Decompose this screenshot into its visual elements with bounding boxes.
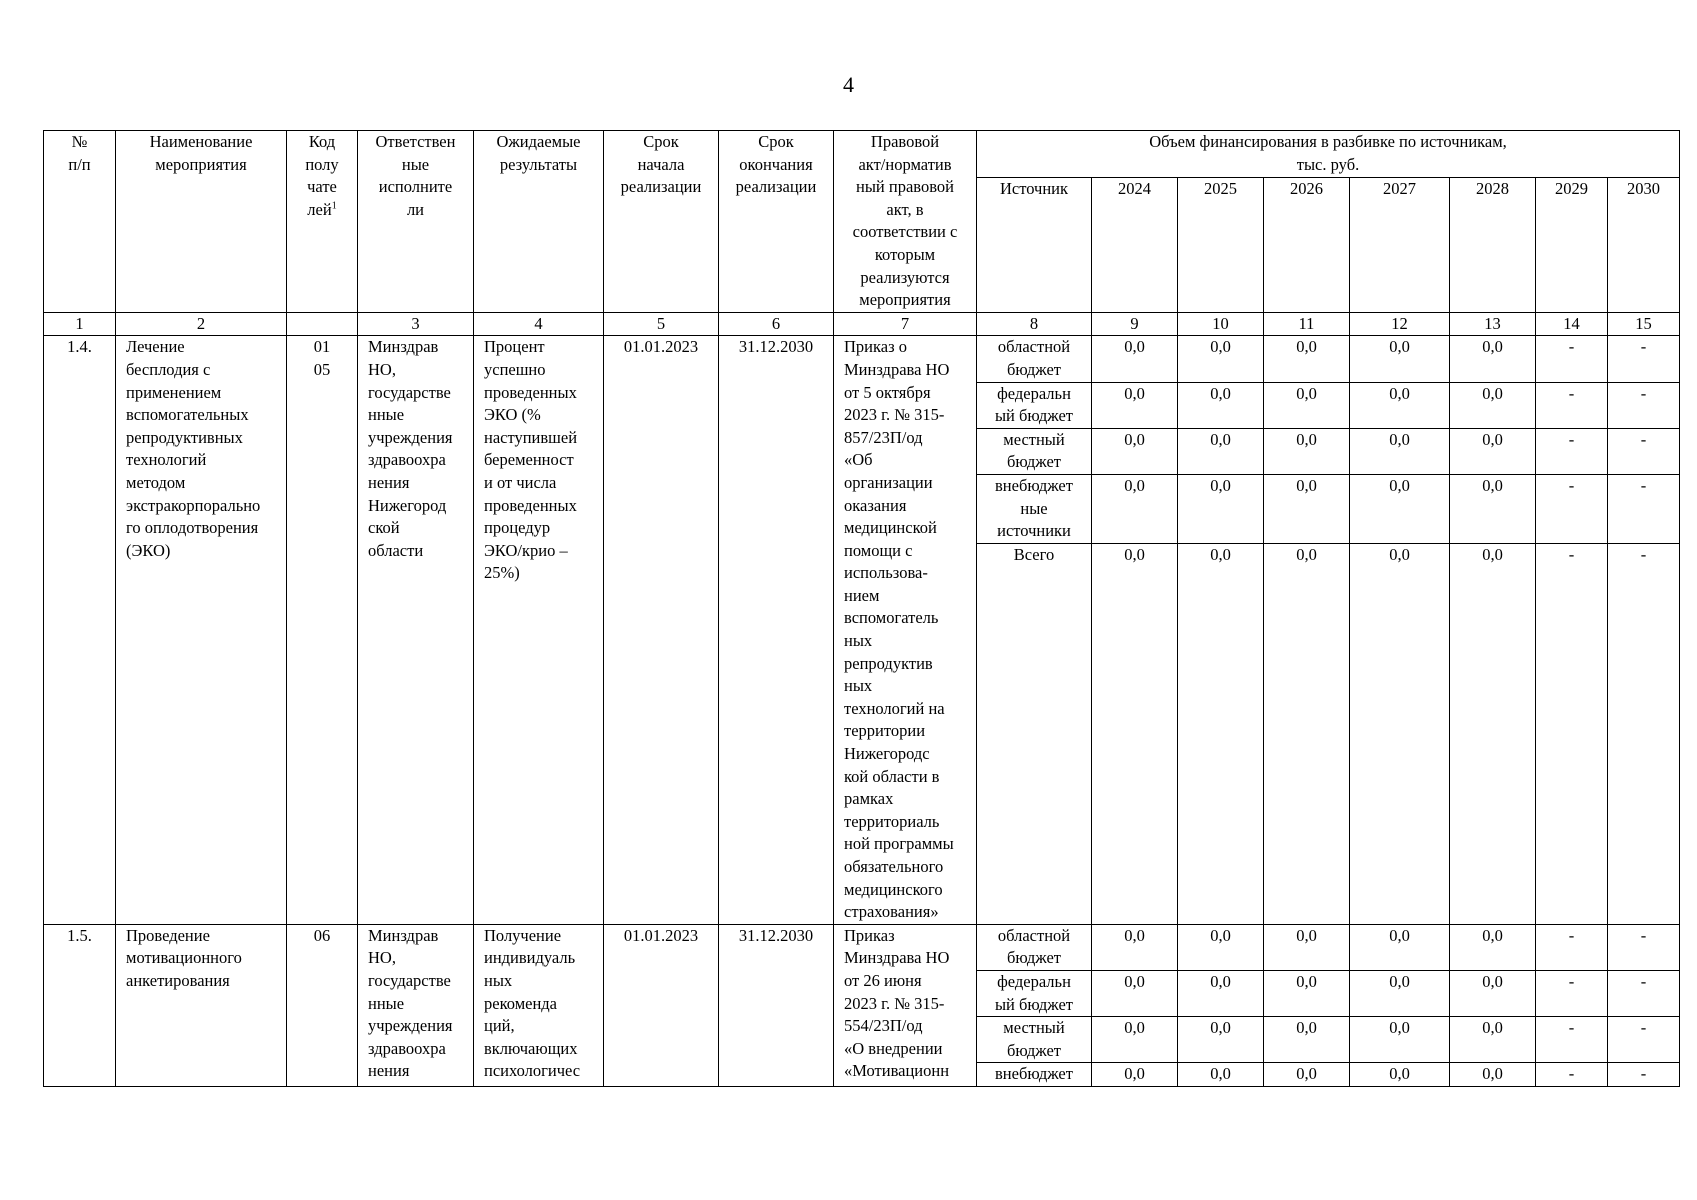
value-cell: - (1536, 474, 1608, 543)
column-number: 14 (1536, 312, 1608, 336)
value-cell: 0,0 (1450, 1063, 1536, 1087)
value-cell: - (1608, 924, 1680, 970)
value-cell: 0,0 (1450, 970, 1536, 1016)
value-cell: - (1536, 382, 1608, 428)
value-cell: - (1608, 543, 1680, 924)
row-act: Приказ о Минздрава НО от 5 октября 2023 г. № 315- 857/23П/од «Об организации оказания медицинской помощи с использова- нием вспомогатель ных репродуктив ных технологий на территории Нижегородс кой области в рамках территориаль ной программы обязательного медицинского страхования» (834, 336, 977, 924)
value-cell: - (1536, 336, 1608, 382)
row-act: Приказ Минздрава НО от 26 июня 2023 г. № 315- 554/23П/од «О внедрении «Мотивационн (834, 924, 977, 1086)
value-cell: - (1536, 1063, 1608, 1087)
value-cell: 0,0 (1092, 1063, 1178, 1087)
row-number: 1.4. (44, 336, 116, 924)
row-responsible: Минздрав НО, государстве нные учреждения здравоохра нения Нижегород ской области (358, 336, 474, 924)
column-number-row (44, 312, 1680, 336)
column-number: 12 (1350, 312, 1450, 336)
source-name: областной бюджет (977, 336, 1092, 382)
source-name: внебюджет (977, 1063, 1092, 1087)
table-row (44, 336, 1680, 382)
value-cell: 0,0 (1092, 336, 1178, 382)
value-cell: 0,0 (1178, 970, 1264, 1016)
value-cell: 0,0 (1092, 543, 1178, 924)
value-cell: 0,0 (1450, 382, 1536, 428)
page-number: 4 (843, 72, 854, 97)
column-number: 1 (44, 312, 116, 336)
value-cell: 0,0 (1178, 924, 1264, 970)
value-cell: - (1608, 336, 1680, 382)
column-number: 3 (358, 312, 474, 336)
value-cell: 0,0 (1264, 970, 1350, 1016)
header-source: Источник (977, 177, 1092, 312)
value-cell: 0,0 (1264, 382, 1350, 428)
header-year: 2025 (1178, 177, 1264, 312)
value-cell: 0,0 (1450, 336, 1536, 382)
header-start: Срок начала реализации (604, 131, 719, 313)
value-cell: 0,0 (1264, 924, 1350, 970)
value-cell: - (1536, 924, 1608, 970)
header-number: № п/п (44, 131, 116, 313)
column-number: 5 (604, 312, 719, 336)
value-cell: 0,0 (1350, 382, 1450, 428)
value-cell: 0,0 (1092, 970, 1178, 1016)
value-cell: 0,0 (1264, 1017, 1350, 1063)
row-code: 01 05 (287, 336, 358, 924)
value-cell: 0,0 (1178, 1017, 1264, 1063)
row-results: Процент успешно проведенных ЭКО (% наступившей беременност и от числа проведенных процедур ЭКО/крио – 25%) (474, 336, 604, 924)
value-cell: 0,0 (1450, 474, 1536, 543)
row-end: 31.12.2030 (719, 336, 834, 924)
value-cell: 0,0 (1350, 1017, 1450, 1063)
row-number: 1.5. (44, 924, 116, 1086)
header-year: 2024 (1092, 177, 1178, 312)
header-code: Код полу чате лей$^1$ (287, 131, 358, 313)
row-start: 01.01.2023 (604, 336, 719, 924)
value-cell: 0,0 (1092, 428, 1178, 474)
value-cell: 0,0 (1450, 924, 1536, 970)
header-row-1 (44, 131, 1680, 178)
column-number: 2 (116, 312, 287, 336)
header-finance: Объем финансирования в разбивке по источникам, тыс. руб. (977, 131, 1680, 178)
value-cell: - (1608, 1063, 1680, 1087)
value-cell: 0,0 (1350, 1063, 1450, 1087)
source-name: внебюджет ные источники (977, 474, 1092, 543)
header-year: 2027 (1350, 177, 1450, 312)
value-cell: 0,0 (1264, 543, 1350, 924)
value-cell: 0,0 (1264, 428, 1350, 474)
value-cell: 0,0 (1092, 924, 1178, 970)
value-cell: - (1536, 1017, 1608, 1063)
value-cell: - (1608, 382, 1680, 428)
value-cell: 0,0 (1350, 336, 1450, 382)
financing-table (43, 130, 1680, 1087)
value-cell: 0,0 (1264, 474, 1350, 543)
value-cell: 0,0 (1450, 1017, 1536, 1063)
value-cell: - (1608, 474, 1680, 543)
header-name: Наименование мероприятия (116, 131, 287, 313)
row-name: Проведение мотивационного анкетирования (116, 924, 287, 1086)
value-cell: 0,0 (1178, 543, 1264, 924)
column-number: 8 (977, 312, 1092, 336)
value-cell: 0,0 (1178, 336, 1264, 382)
source-name: областной бюджет (977, 924, 1092, 970)
source-name: местный бюджет (977, 1017, 1092, 1063)
value-cell: 0,0 (1092, 1017, 1178, 1063)
row-code: 06 (287, 924, 358, 1086)
value-cell: 0,0 (1178, 474, 1264, 543)
column-number: 6 (719, 312, 834, 336)
value-cell: - (1536, 543, 1608, 924)
header-year: 2029 (1536, 177, 1608, 312)
value-cell: 0,0 (1178, 1063, 1264, 1087)
source-name: местный бюджет (977, 428, 1092, 474)
value-cell: - (1608, 970, 1680, 1016)
value-cell: 0,0 (1450, 428, 1536, 474)
value-cell: 0,0 (1178, 428, 1264, 474)
header-year: 2030 (1608, 177, 1680, 312)
header-end: Срок окончания реализации (719, 131, 834, 313)
row-start: 01.01.2023 (604, 924, 719, 1086)
value-cell: 0,0 (1350, 428, 1450, 474)
value-cell: - (1608, 1017, 1680, 1063)
header-results: Ожидаемые результаты (474, 131, 604, 313)
column-number: 11 (1264, 312, 1350, 336)
value-cell: 0,0 (1264, 1063, 1350, 1087)
source-name: Всего (977, 543, 1092, 924)
value-cell: - (1536, 428, 1608, 474)
column-number: 7 (834, 312, 977, 336)
value-cell: 0,0 (1450, 543, 1536, 924)
value-cell: - (1536, 970, 1608, 1016)
value-cell: 0,0 (1092, 474, 1178, 543)
value-cell: 0,0 (1350, 970, 1450, 1016)
value-cell: - (1608, 428, 1680, 474)
value-cell: 0,0 (1350, 474, 1450, 543)
header-responsible: Ответствен ные исполните ли (358, 131, 474, 313)
source-name: федеральн ый бюджет (977, 382, 1092, 428)
header-year: 2028 (1450, 177, 1536, 312)
header-year: 2026 (1264, 177, 1350, 312)
value-cell: 0,0 (1178, 382, 1264, 428)
value-cell: 0,0 (1092, 382, 1178, 428)
value-cell: 0,0 (1350, 543, 1450, 924)
footnote-marker: 1 (331, 200, 337, 212)
row-results: Получение индивидуаль ных рекоменда ций, включающих психологичес (474, 924, 604, 1086)
column-number: 10 (1178, 312, 1264, 336)
column-number: 15 (1608, 312, 1680, 336)
column-number: 13 (1450, 312, 1536, 336)
value-cell: 0,0 (1350, 924, 1450, 970)
column-number: 9 (1092, 312, 1178, 336)
row-end: 31.12.2030 (719, 924, 834, 1086)
header-act: Правовой акт/норматив ный правовой акт, в соответствии с которым реализуются мероприятия (834, 131, 977, 313)
column-number (287, 312, 358, 336)
column-number: 4 (474, 312, 604, 336)
row-responsible: Минздрав НО, государстве нные учреждения здравоохра нения (358, 924, 474, 1086)
source-name: федеральн ый бюджет (977, 970, 1092, 1016)
table-row (44, 924, 1680, 970)
value-cell: 0,0 (1264, 336, 1350, 382)
row-name: Лечение бесплодия с применением вспомогательных репродуктивных технологий методом экстракорпорально го оплодотворения (ЭКО) (116, 336, 287, 924)
